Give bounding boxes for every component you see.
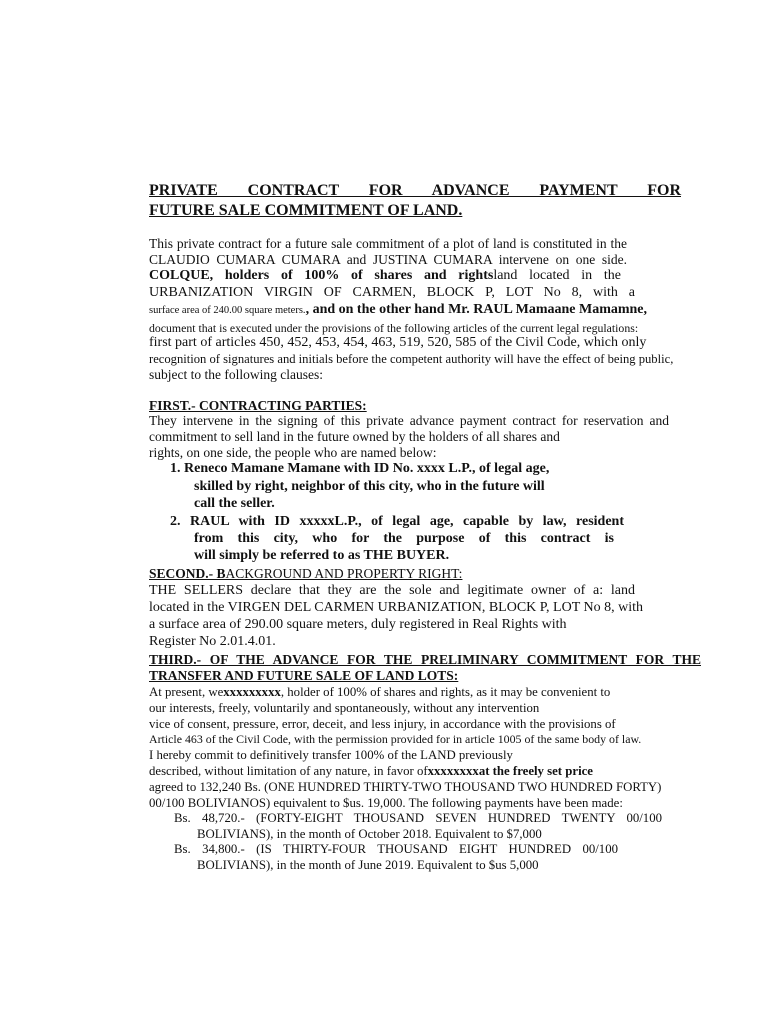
third-line-4: Article 463 of the Civil Code, with the permission provided for in article 1005 of the same body of law.: [149, 732, 642, 746]
payment-1-line-1: Bs. 48,720.- (FORTY-EIGHT THOUSAND SEVEN HUNDRED TWENTY 00/100: [174, 811, 662, 825]
intro-line-4: URBANIZATION VIRGIN OF CARMEN, BLOCK P, LOT No 8, with a: [149, 285, 635, 300]
first-heading: FIRST.- CONTRACTING PARTIES:: [149, 398, 367, 413]
title-line-1: PRIVATE CONTRACT FOR ADVANCE PAYMENT FOR: [149, 182, 681, 199]
document-title: [149, 181, 681, 221]
intro-line-9: subject to the following clauses:: [149, 367, 323, 382]
intro-line-1: This private contract for a future sale commitment of a plot of land is constituted in the: [149, 236, 627, 251]
first-line-2: commitment to sell land in the future owned by the holders of all shares and: [149, 429, 560, 444]
third-line-1: At present, wexxxxxxxxx, holder of 100% of shares and rights, as it may be convenient to: [149, 685, 611, 699]
third-line-6: described, without limitation of any nature, in favor ofxxxxxxxxat the freely set price: [149, 764, 593, 778]
intro-line-8: recognition of signatures and initials before the competent authority will have the effect of being public,: [149, 352, 674, 366]
third-line-7: agreed to 132,240 Bs. (ONE HUNDRED THIRTY-TWO THOUSAND TWO HUNDRED FORTY): [149, 780, 662, 794]
third-line-5: I hereby commit to definitively transfer 100% of the LAND previously: [149, 748, 513, 762]
intro-line-3: COLQUE, holders of 100% of shares and rightsland located in the: [149, 268, 621, 283]
intro-line-5: surface area of 240.00 square meters., and on the other hand Mr. RAUL Mamaane Mamamne,: [149, 302, 648, 317]
party-2-line-1: 2. RAUL with ID xxxxxL.P., of legal age, capable by law, resident: [170, 514, 624, 529]
payment-1-line-2: BOLIVIANS), in the month of October 2018. Equivalent to $7,000: [197, 827, 542, 841]
party-1-line-2: skilled by right, neighbor of this city, who in the future will: [194, 479, 545, 494]
payment-2-line-1: Bs. 34,800.- (IS THIRTY-FOUR THOUSAND EIGHT HUNDRED 00/100: [174, 842, 618, 856]
party-1-line-3: call the seller.: [194, 496, 275, 511]
intro-line-6: document that is executed under the provisions of the following articles of the current legal regulations:: [149, 321, 639, 335]
second-line-3: a surface area of 290.00 square meters, duly registered in Real Rights with: [149, 617, 567, 632]
party-2-line-3: will simply be referred to as THE BUYER.: [194, 548, 450, 563]
party-2-line-2: from this city, who for the purpose of this contract is: [194, 531, 614, 546]
third-heading-line-1: THIRD.- OF THE ADVANCE FOR THE PRELIMINARY COMMITMENT FOR THE: [149, 652, 701, 667]
intro-line-7: first part of articles 450, 452, 453, 454, 463, 519, 520, 585 of the Civil Code, which only: [149, 335, 647, 350]
first-line-3: rights, on one side, the people who are named below:: [149, 445, 437, 460]
first-line-1: They intervene in the signing of this private advance payment contract for reservation and: [149, 413, 669, 428]
second-line-4: Register No 2.01.4.01.: [149, 634, 276, 649]
third-line-3: vice of consent, pressure, error, deceit, and less injury, in accordance with the provisions of: [149, 717, 616, 731]
third-line-2: our interests, freely, voluntarily and spontaneously, without any intervention: [149, 701, 540, 715]
third-heading-line-2: TRANSFER AND FUTURE SALE OF LAND LOTS:: [149, 668, 459, 683]
second-heading: SECOND.- BACKGROUND AND PROPERTY RIGHT:: [149, 566, 463, 581]
title-line-2: FUTURE SALE COMMITMENT OF LAND.: [149, 202, 463, 219]
payment-2-line-2: BOLIVIANS), in the month of June 2019. Equivalent to $us 5,000: [197, 858, 539, 872]
party-1-line-1: 1. Reneco Mamane Mamane with ID No. xxxx L.P., of legal age,: [170, 461, 550, 476]
second-line-1: THE SELLERS declare that they are the sole and legitimate owner of a: land: [149, 583, 635, 598]
third-line-8: 00/100 BOLIVIANOS) equivalent to $us. 19,000. The following payments have been made:: [149, 796, 623, 810]
intro-line-2: CLAUDIO CUMARA CUMARA and JUSTINA CUMARA intervene on one side.: [149, 252, 627, 267]
second-line-2: located in the VIRGEN DEL CARMEN URBANIZATION, BLOCK P, LOT No 8, with: [149, 600, 643, 615]
